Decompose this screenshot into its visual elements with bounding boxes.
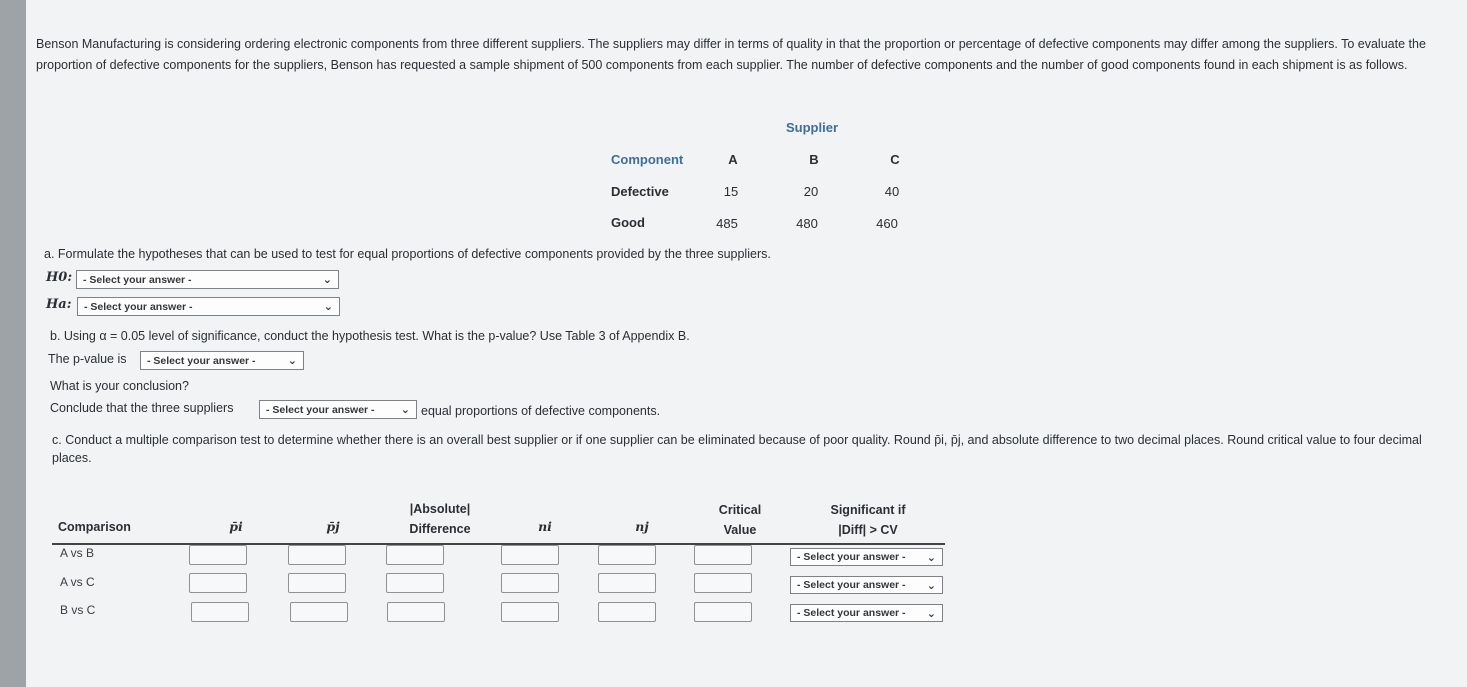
header-nj-text: nj	[635, 519, 649, 534]
input-ni-a-vs-c[interactable]	[501, 573, 559, 593]
input-nj-b-vs-c[interactable]	[598, 602, 656, 622]
header-pj-text: p̄j	[326, 519, 340, 534]
input-absdiff-a-vs-c[interactable]	[386, 573, 444, 593]
significant-select-value: - Select your answer -	[797, 551, 906, 563]
input-pi-a-vs-b[interactable]	[189, 545, 247, 565]
header-absdiff-line2: Difference	[409, 522, 471, 536]
header-cv-line1: Critical	[718, 503, 762, 517]
table-header-divider	[52, 543, 945, 545]
cell-good-c: 460	[876, 216, 898, 231]
h0-label: H0:	[46, 270, 73, 285]
left-sidebar-strip	[0, 0, 26, 687]
conclusion-select[interactable]	[259, 400, 417, 419]
ha-select[interactable]	[77, 297, 340, 316]
header-comparison: Comparison	[58, 520, 131, 534]
pvalue-label: The p-value is	[48, 352, 127, 366]
input-ni-a-vs-b[interactable]	[501, 545, 559, 565]
conclusion-question: What is your conclusion?	[50, 379, 189, 393]
input-cv-a-vs-b[interactable]	[694, 545, 752, 565]
significant-select-a-vs-c[interactable]	[790, 576, 943, 594]
pvalue-select[interactable]	[140, 351, 304, 370]
header-absdiff-line1: |Absolute|	[409, 502, 471, 516]
header-sig-line1: Significant if	[830, 503, 906, 517]
chevron-down-icon: ⌄	[287, 355, 297, 367]
header-critical-value	[700, 500, 780, 540]
input-absdiff-a-vs-b[interactable]	[386, 545, 444, 565]
cell-defective-a: 15	[723, 184, 739, 199]
header-pi	[216, 517, 256, 537]
significant-select-a-vs-b[interactable]	[790, 548, 943, 566]
header-cv-line2: Value	[723, 523, 757, 537]
header-significant	[808, 500, 928, 540]
part-c-question: c. Conduct a multiple comparison test to determine whether there is an overall best supplier or if one supplier can be eliminated because of poor quality. Round p̄i, p̄j, and absolute difference to two decimal places. Round critical value to four decimal places.	[52, 433, 1422, 465]
row-label-a-vs-b: A vs B	[60, 546, 95, 560]
conclude-suffix: equal proportions of defective components.	[421, 404, 661, 418]
component-header: Component	[611, 152, 684, 167]
part-a-question: a. Formulate the hypotheses that can be used to test for equal proportions of defective components provided by the three suppliers.	[44, 247, 771, 261]
column-header-b: B	[809, 152, 819, 167]
header-absolute-difference	[395, 499, 485, 539]
significant-select-b-vs-c[interactable]	[790, 604, 943, 622]
header-ni	[525, 517, 565, 537]
chevron-down-icon: ⌄	[400, 404, 410, 416]
h0-select[interactable]	[76, 270, 339, 289]
header-pj	[313, 517, 353, 537]
conclude-prefix: Conclude that the three suppliers	[50, 401, 234, 415]
header-nj	[622, 517, 662, 537]
input-absdiff-b-vs-c[interactable]	[387, 602, 445, 622]
ha-select-value: - Select your answer -	[84, 300, 193, 313]
chevron-down-icon: ⌄	[322, 274, 332, 286]
row-label-good: Good	[611, 215, 645, 230]
cell-good-a: 485	[716, 216, 738, 231]
significant-select-value: - Select your answer -	[797, 607, 906, 619]
cell-defective-c: 40	[884, 184, 900, 199]
chevron-down-icon: ⌄	[926, 607, 936, 620]
column-header-a: A	[728, 152, 738, 167]
input-pj-a-vs-b[interactable]	[288, 545, 346, 565]
pvalue-select-value: - Select your answer -	[147, 354, 256, 367]
input-nj-a-vs-b[interactable]	[598, 545, 656, 565]
ha-label: Ha:	[46, 297, 72, 312]
column-header-c: C	[890, 152, 900, 167]
input-ni-b-vs-c[interactable]	[501, 602, 559, 622]
cell-defective-b: 20	[803, 184, 819, 199]
input-nj-a-vs-c[interactable]	[598, 573, 656, 593]
input-cv-a-vs-c[interactable]	[694, 573, 752, 593]
row-label-b-vs-c: B vs C	[60, 603, 96, 617]
input-pi-a-vs-c[interactable]	[189, 573, 247, 593]
intro-paragraph: Benson Manufacturing is considering ordering electronic components from three different suppliers. The suppliers may differ in terms of quality in that the proportion or percentage of defective components may differ among the suppliers. To evaluate the proportion of defective components for the suppliers, Benson has requested a sample shipment of 500 components from each supplier. The number of defective components and the number of good components found in each shipment is as follows.	[36, 37, 1426, 72]
supplier-header: Supplier	[786, 120, 839, 135]
chevron-down-icon: ⌄	[323, 301, 333, 313]
significant-select-value: - Select your answer -	[797, 579, 906, 591]
row-label-defective: Defective	[611, 184, 669, 199]
input-cv-b-vs-c[interactable]	[694, 602, 752, 622]
row-label-a-vs-c: A vs C	[60, 575, 95, 589]
input-pi-b-vs-c[interactable]	[191, 602, 249, 622]
conclusion-select-value: - Select your answer -	[266, 403, 375, 416]
cell-good-b: 480	[796, 216, 818, 231]
h0-select-value: - Select your answer -	[83, 273, 192, 286]
chevron-down-icon: ⌄	[926, 551, 936, 564]
header-ni-text: ni	[538, 519, 552, 534]
header-sig-line2: |Diff| > CV	[838, 523, 898, 537]
chevron-down-icon: ⌄	[926, 579, 936, 592]
part-b-question: b. Using α = 0.05 level of significance, conduct the hypothesis test. What is the p-value? Use Table 3 of Appendix B.	[50, 329, 690, 343]
header-pi-text: p̄i	[229, 519, 243, 534]
input-pj-b-vs-c[interactable]	[290, 602, 348, 622]
input-pj-a-vs-c[interactable]	[288, 573, 346, 593]
